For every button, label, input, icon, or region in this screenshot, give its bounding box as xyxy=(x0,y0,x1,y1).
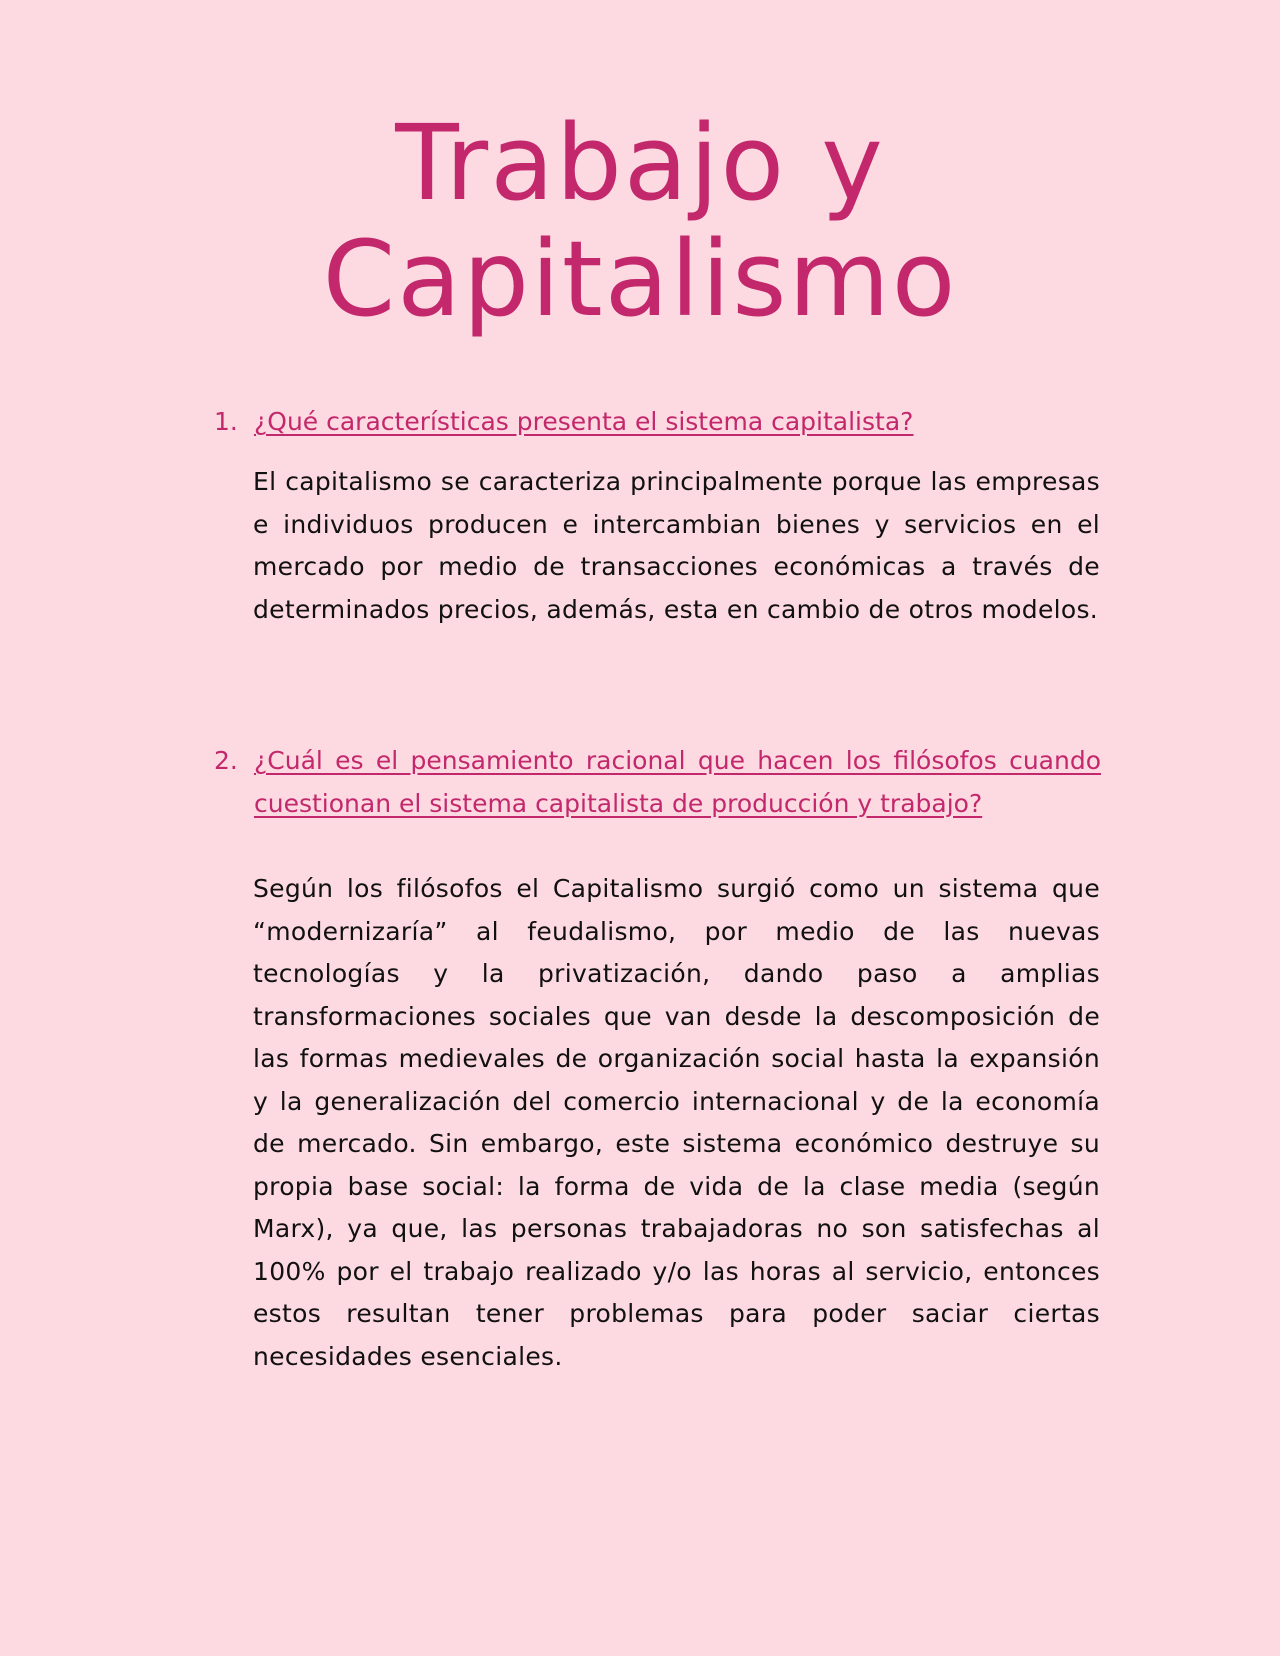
question-number: 1. xyxy=(214,407,238,436)
question-text: ¿Cuál es el pensamiento racional que hacen los filósofos cuando cuestionan el sistema capitalista de producción y trabajo? xyxy=(254,746,1101,818)
question-2 xyxy=(214,740,1101,825)
document-title: Trabajo y Capitalismo xyxy=(322,102,958,340)
question-number: 2. xyxy=(214,746,238,775)
answer-2: Según los filósofos el Capitalismo surgió como un sistema que “modernizaría” al feudalismo, por medio de las nuevas tecnologías y la privatización, dando paso a amplias transformaciones sociales que van desde la descomposición de las formas medievales de organización social hasta la expansión y la generalización del comercio internacional y de la economía de mercado. Sin embargo, este sistema económico destruye su propia base social: la forma de vida de la clase media (según Marx), ya que, las personas trabajadoras no son satisfechas al 100% por el trabajo realizado y/o las horas al servicio, entonces estos resultan tener problemas para poder saciar ciertas necesidades esenciales. xyxy=(253,874,1100,1371)
answer-1: El capitalismo se caracteriza principalmente porque las empresas e individuos producen e intercambian bienes y servicios en el mercado por medio de transacciones económicas a través de determinados precios, además, esta en cambio de otros modelos. xyxy=(253,467,1100,624)
question-text: ¿Qué características presenta el sistema capitalista? xyxy=(254,407,914,436)
question-1 xyxy=(214,401,1101,444)
